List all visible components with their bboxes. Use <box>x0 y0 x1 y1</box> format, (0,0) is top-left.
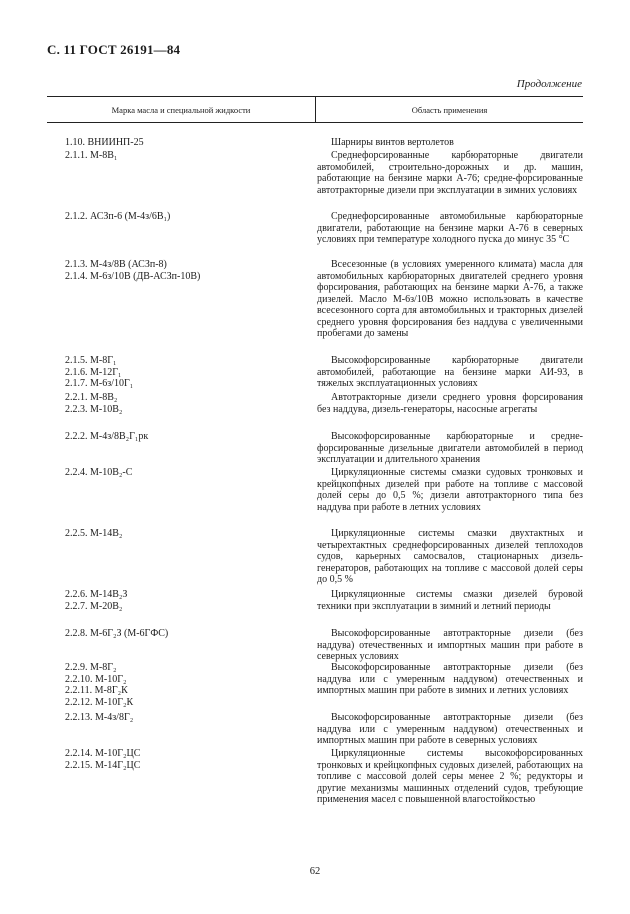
oil-grade-codes <box>65 712 315 724</box>
oil-grade: 2.2.10. М-10Г₂ <box>65 673 127 685</box>
column-header-grade: Марка масла и специальной жидкости <box>111 105 251 115</box>
oil-grade: 2.1.4. М-6з/10В (ДВ-АСЗп-10В) <box>65 270 201 282</box>
oil-grade: 2.1.6. М-12Г₁ <box>65 366 122 378</box>
oil-grade: 2.2.6. М-14В₂З <box>65 589 128 600</box>
application-description: Циркуляционные системы смазки дизелей буровой техники при эксплуатации в зимний и летний периоды <box>317 589 583 612</box>
page-header: С. 11 ГОСТ 26191—84 <box>47 42 181 57</box>
oil-grade: 2.2.7. М-20В₂ <box>65 600 123 612</box>
oil-grade: 2.2.4. М-10В₂-С <box>65 467 133 478</box>
oil-grade: 2.2.8. М-6Г₂З (М-6ГФС) <box>65 628 169 639</box>
oil-grade: 2.2.12. М-10Г₂К <box>65 696 134 708</box>
oil-grade: 2.1.5. М-8Г₁ <box>65 355 117 366</box>
oil-grade-codes <box>65 150 315 162</box>
application-description: Высокофорсированные автотракторные дизели (без наддува или с умеренным наддувом) отечественных и импортных машин при работе в северных условиях <box>317 712 583 746</box>
application-description: Среднефорсированные карбюраторные двигатели автомобилей, строительно-дорожных и др. машин, работающие на бензине марки А-76; средне-форсированные автотракторные дизели при эксплуатации в зимних условиях <box>317 150 583 196</box>
page-number: 62 <box>309 866 321 877</box>
application-description: Шарниры винтов вертолетов <box>331 137 454 148</box>
oil-grade-codes <box>65 628 315 640</box>
oil-grade-codes <box>65 662 315 708</box>
oil-grade-codes <box>65 137 315 149</box>
application-description: Высокофорсированные автотракторные дизели (без наддува или с умеренным наддувом) отечественных и импортных машин при работе в зимних и летних условиях <box>317 662 583 696</box>
oil-grade: 2.2.3. М-10В₂ <box>65 403 123 415</box>
oil-grade-codes <box>65 748 315 771</box>
table-header-rule <box>47 122 583 123</box>
oil-grade: 2.2.13. М-4з/8Г₂ <box>65 712 134 723</box>
oil-grade: 2.2.15. М-14Г₂ЦС <box>65 759 141 771</box>
oil-grade-codes <box>65 211 315 223</box>
oil-grade: 1.10. ВНИИНП-25 <box>65 137 144 148</box>
application-description: Среднефорсированные автомобильные карбюраторные двигатели, работающие на бензине марки А-76 в северных условиях при температуре холодного пуска до минус 35 °С <box>317 211 583 245</box>
oil-grade: 2.1.1. М-8В₁ <box>65 150 118 161</box>
oil-grade-codes <box>65 467 315 479</box>
application-description: Высокофорсированные карбюраторные и средне-форсированные дизельные двигатели автомобилей в период эксплуатации и длительного хранения <box>317 431 583 465</box>
oil-grade-codes <box>65 431 315 443</box>
application-description: Всесезонные (в условиях умеренного климата) масла для автомобильных карбюраторных двигателей среднего уровня форсирования, работающих на бензине марки А-76, а также дизелей. Масло М-6з/10В можно использовать в качестве всесезонного сорта для автомобильных и тракторных дизелей среднего уровня форсирования без наддува с увеличенными пробегами до замены <box>317 259 583 339</box>
application-description: Высокофорсированные автотракторные дизели (без наддува) отечественных и импортных машин при работе в северных условиях <box>317 628 583 662</box>
oil-grade-codes <box>65 589 315 612</box>
column-header-application: Область применения <box>411 105 488 115</box>
oil-grade: 2.1.7. М-6з/10Г₁ <box>65 378 134 389</box>
oil-grade: 2.2.14. М-10Г₂ЦС <box>65 748 141 759</box>
oil-grade: 2.1.2. АСЗп-6 (М-4з/6В₁) <box>65 211 171 222</box>
oil-grade: 2.1.3. М-4з/8В (АСЗп-8) <box>65 259 167 270</box>
oil-grade: 2.2.1. М-8В₂ <box>65 392 118 403</box>
oil-grade-codes <box>65 392 315 415</box>
application-description: Циркуляционные системы высокофорсированных тронковых и крейцкопфных судовых дизелей, работающих на топливе с массовой долей серы менее 2 %; редукторы и другие механизмы машинных отделений судов, требующие применения масел с повышенной влагостойкостью <box>317 748 583 805</box>
oil-grade: 2.2.9. М-8Г₂ <box>65 662 117 673</box>
oil-grade: 2.2.5. М-14В₂ <box>65 528 123 539</box>
application-description: Автотракторные дизели среднего уровня форсирования без наддува, дизель-генераторы, насосные агрегаты <box>317 392 583 415</box>
oil-grade-codes <box>65 259 315 282</box>
application-description: Циркуляционные системы смазки судовых тронковых и крейцкопфных дизелей при работе на топливе с массовой долей серы до 0,5 %; дизели автотракторного типа без наддува при работе в летних условиях <box>317 467 583 513</box>
oil-grade: 2.2.2. М-4з/8В₂Г₁рк <box>65 431 149 442</box>
continued-label: Продолжение <box>516 78 582 90</box>
oil-grade-codes <box>65 528 315 540</box>
application-description: Высокофорсированные карбюраторные двигатели автомобилей, работающие на бензине марки АИ-93, в тяжелых эксплуатационных условиях <box>317 355 583 389</box>
application-description: Циркуляционные системы смазки двухтактных и четырехтактных среднефорсированных дизелей теплоходов судов, карьерных самосвалов, стационарных дизель-генераторов, работающих на топливе с массовой долей серы до 0,5 % <box>317 528 583 585</box>
oil-grade-codes <box>65 355 315 390</box>
oil-grade: 2.2.11. М-8Г₂К <box>65 685 128 696</box>
